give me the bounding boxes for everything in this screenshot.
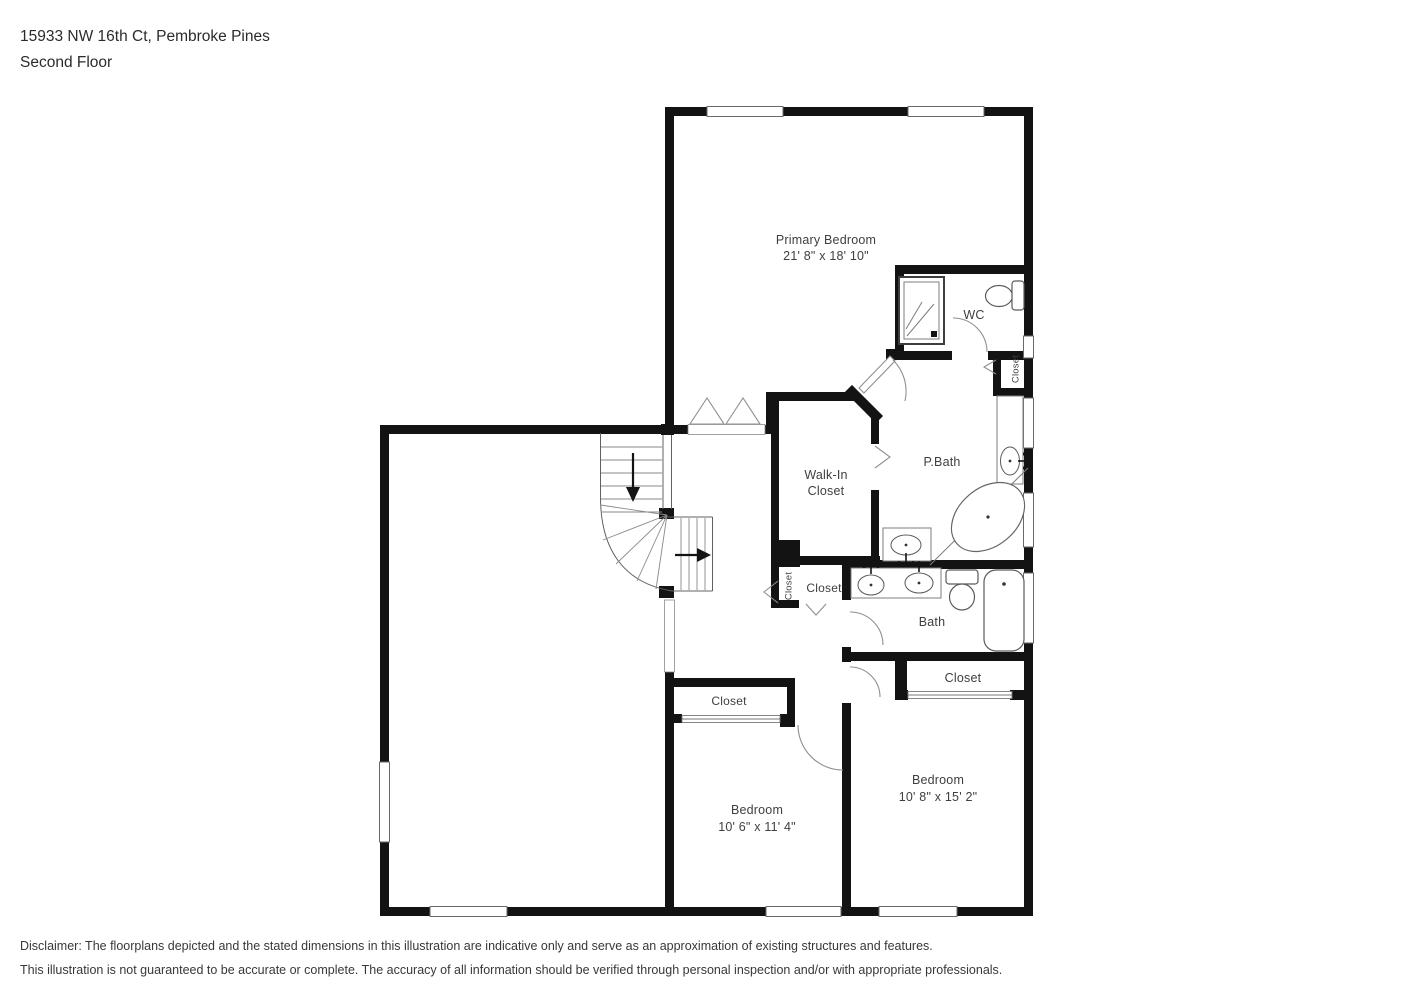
suite-entry-door-arc (893, 360, 906, 401)
p-bath-label: P.Bath (923, 455, 961, 469)
hall-closet-chevron (806, 604, 826, 615)
down-arrow-icon (626, 487, 640, 502)
bath-toilet (946, 570, 978, 610)
staircase (601, 433, 713, 591)
double-door-right-leaf (726, 398, 760, 424)
closet-label-hall-rotated: Closet (783, 571, 795, 601)
page-title-address: 15933 NW 16th Ct, Pembroke Pines (20, 28, 270, 45)
walk-in-closet-label-line2: Closet (807, 484, 845, 498)
walkin-door-chevron (875, 446, 890, 468)
disclaimer-line1: Disclaimer: The floorplans depicted and the stated dimensions in this illustration are indicative only and serve as an approximation of existing structures and features. (20, 939, 933, 953)
closet-label-bedroom-middle: Closet (711, 694, 747, 708)
bath-label: Bath (918, 615, 946, 629)
pbath-vanity (883, 528, 931, 566)
primary-bedroom-label: Primary Bedroom (775, 233, 877, 247)
page-subtitle-floor: Second Floor (20, 54, 113, 71)
wc-label: WC (963, 308, 985, 322)
bath-door-arc (850, 612, 883, 645)
shower (899, 277, 944, 344)
walk-in-closet-label-line1: Walk-In (804, 468, 848, 482)
bedroom-middle-dimensions: 10' 6" x 11' 4" (718, 820, 796, 834)
bedroom-right-door-arc (850, 667, 880, 697)
closet-label-wc-side: Closet (1010, 354, 1022, 384)
double-door-left-leaf (690, 398, 724, 424)
bedroom-right-dimensions: 10' 8" x 15' 2" (898, 790, 978, 804)
closet-label-hall: Closet (806, 581, 842, 595)
primary-bedroom-dimensions: 21' 8" x 18' 10" (783, 249, 869, 263)
bathtub (984, 570, 1024, 651)
pbath-right-vanity (997, 396, 1028, 484)
diagonal-wall (852, 392, 876, 416)
wc-door-arc (953, 318, 987, 352)
bedroom-right-label: Bedroom (911, 773, 965, 787)
disclaimer-line2: This illustration is not guaranteed to be accurate or complete. The accuracy of all information should be verified through personal inspection and/or with appropriate professionals. (20, 963, 1003, 977)
suite-entry-door-leaf (859, 356, 895, 393)
bedroom-middle-door-arc (798, 725, 843, 770)
right-arrow-icon (697, 548, 711, 562)
bedroom-middle-label: Bedroom (730, 803, 784, 817)
closet-label-bedroom-right: Closet (944, 671, 982, 685)
wc-toilet (986, 281, 1025, 310)
stairs-direction-arrows (626, 453, 711, 562)
